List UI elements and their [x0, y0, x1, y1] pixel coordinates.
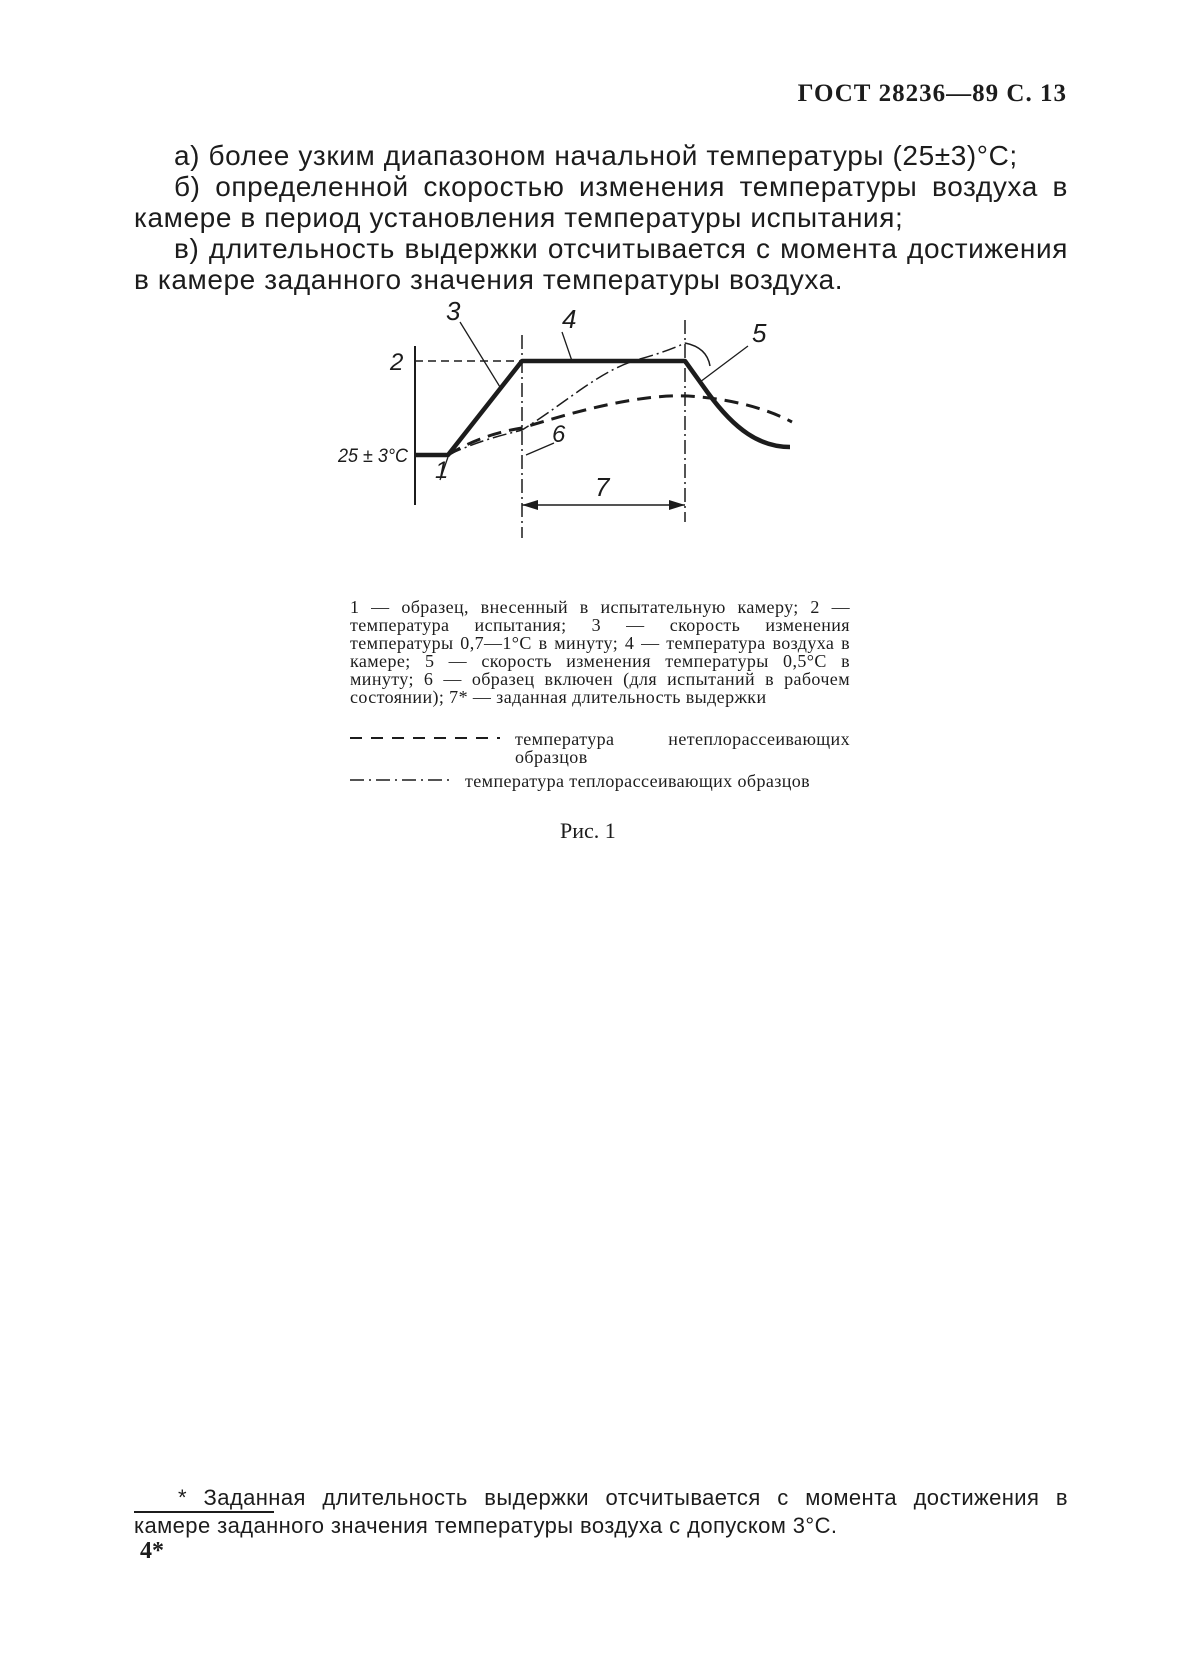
non-dissipating-curve: [448, 396, 792, 455]
leader-5: [700, 346, 748, 382]
callout-3: 3: [446, 296, 461, 326]
legend-swatch-dashed: [350, 734, 500, 744]
leader-3: [460, 322, 500, 387]
sheet-mark: 4*: [140, 1538, 164, 1564]
figure-title: Рис. 1: [560, 818, 616, 843]
callout-5: 5: [752, 318, 767, 348]
label-start-temp: 25 ± 3°С: [337, 446, 409, 467]
list-item-b: б) определенной скоростью изменения температуры воздуха в камере в период установления температуры испытания;: [134, 171, 1068, 233]
callout-7: 7: [595, 472, 610, 502]
soak-arrow-right: [669, 500, 685, 510]
legend-label-dashed: температура нетеплорассеивающих образцов: [515, 729, 850, 767]
label-test-temp: 2: [390, 349, 404, 376]
figure-caption: [350, 598, 850, 706]
callout-1: 1: [435, 457, 449, 484]
leader-6: [526, 443, 554, 455]
list-item-a: а) более узким диапазоном начальной температуры (25±3)°С;: [174, 140, 1018, 171]
diagram-svg: [337, 296, 870, 570]
caption-text: 1 — образец, внесенный в испытательную камеру; 2 — температура испытания; 3 — скорость изменения температуры 0,7—1°С в минуту; 4 — температура воздуха в камере; 5 — скорость изменения температуры 0,5°С в минуту; 6 — образец включен (для испытаний в рабочем состоянии); 7* — заданная длительность выдержки: [350, 597, 850, 707]
legend-row-dash-dot: [350, 772, 850, 812]
running-head: ГОСТ 28236—89 С. 13: [797, 80, 1067, 107]
legend-swatch-dash-dot: [350, 776, 450, 786]
callout-4: 4: [562, 304, 577, 334]
callout-6: 6: [552, 421, 566, 448]
body-text: [134, 140, 1068, 295]
soak-arrow-left: [522, 500, 538, 510]
footnote-text: * Заданная длительность выдержки отсчитывается с момента достижения в камере заданного значения температуры воздуха с допуском 3°С.: [134, 1485, 1068, 1538]
leader-4: [562, 332, 572, 361]
footnote: [134, 1484, 1068, 1540]
legend-row-dashed: [350, 730, 850, 770]
temperature-diagram: [337, 296, 870, 570]
list-item-c: в) длительность выдержки отсчитывается с момента достижения в камере заданного значения температуры воздуха.: [134, 233, 1068, 295]
legend-label-dash-dot: температура теплорассеивающих образцов: [465, 771, 811, 791]
